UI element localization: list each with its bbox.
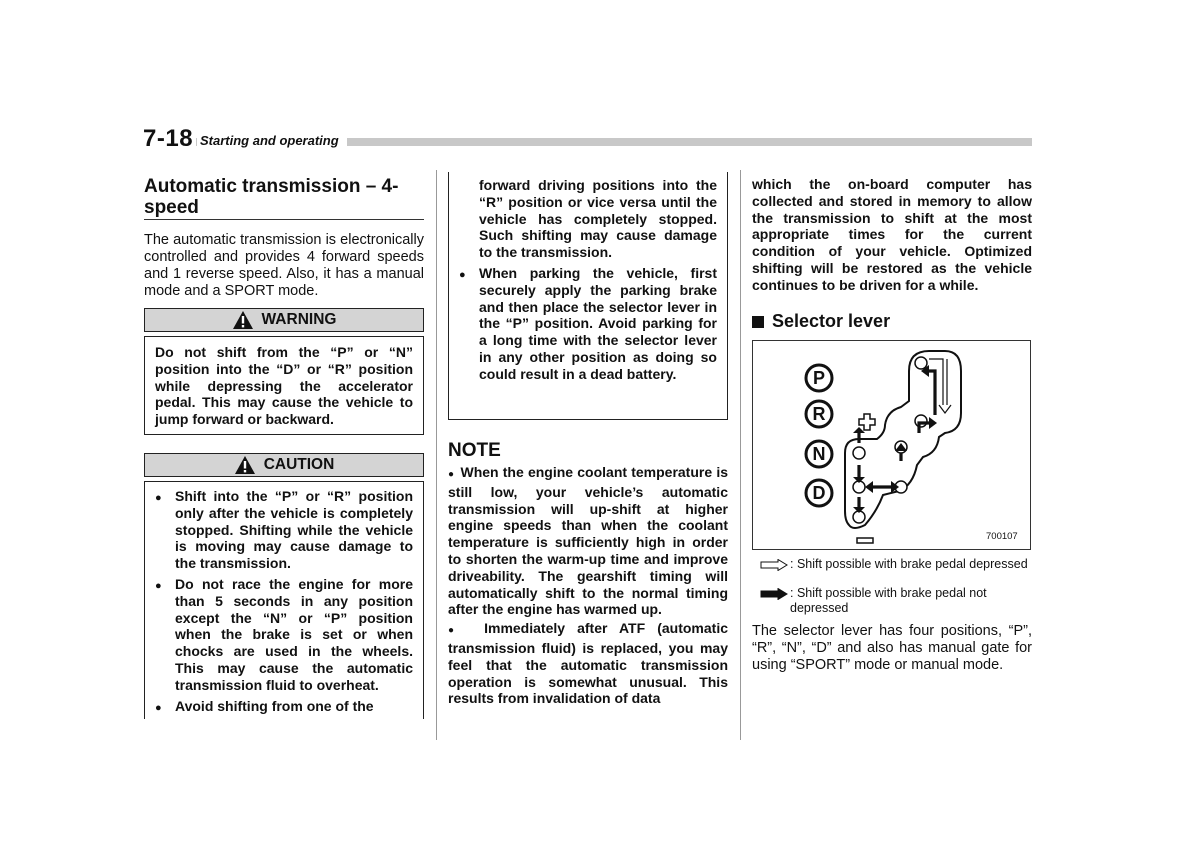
selector-title: Selector lever [772, 311, 891, 331]
note-title: NOTE [448, 440, 501, 461]
gear-label-d: D [812, 483, 826, 503]
bullet-icon: ● [155, 701, 162, 714]
legend-item-open-arrow [760, 557, 1032, 575]
title-underline [144, 219, 424, 220]
caution-header [144, 453, 424, 477]
legend-text-1: : Shift possible with brake pedal depressed [790, 557, 1028, 571]
note-body [448, 464, 728, 709]
caution-item-3: Avoid shifting from one of the [175, 697, 374, 714]
caution-continued-text: forward driving positions into the “R” position or vice versa until the vehicle has completely stopped. Such shifting may cause damage to the transmission. [479, 177, 717, 261]
bullet-icon: ● [155, 492, 162, 504]
caution-label: CAUTION [263, 456, 335, 473]
selector-lever-diagram [752, 340, 1031, 550]
caution-triangle-icon [234, 455, 256, 475]
gear-label-r: R [812, 404, 826, 424]
solid-arrow-icon [760, 588, 788, 600]
legend-item-solid-arrow [760, 586, 1032, 615]
column-divider-2 [740, 170, 741, 740]
caution-box-continued [448, 172, 728, 420]
intro-paragraph: The automatic transmission is electronically controlled and provides 4 forward speeds and 1 reverse speed. Also, it has a manual mode and a SPORT mode. [144, 232, 424, 299]
selector-heading [752, 311, 890, 332]
list-item [155, 576, 413, 694]
bullet-icon: ● [448, 625, 485, 637]
warning-label: WARNING [261, 311, 337, 328]
note-text-1: When the engine coolant temperature is still low, your vehicle’s automatic transmission will up-shift at higher engine speeds than when the coolant temperature is sufficiently high in order to shorten the warm-up time and improve driveability. The gearshift timing will automatically shift to the normal timing after the engine has warmed up. [448, 464, 728, 618]
plus-icon [859, 414, 875, 430]
warning-header [144, 308, 424, 332]
open-arrow-icon [760, 559, 788, 571]
caution-item-4: When parking the vehicle, first securely apply the parking brake and then place the selector lever in the “P” position. Avoid parking for a long time with the selector lever in any other position as doing so could result in a dead battery. [479, 264, 717, 382]
caution-box [144, 481, 424, 719]
bullet-icon: ● [448, 469, 461, 480]
square-bullet-icon [752, 316, 764, 328]
note-paragraph-1 [448, 464, 728, 618]
gear-label-p: P [812, 368, 826, 388]
diagram-code: 700107 [986, 531, 1018, 542]
list-item [155, 698, 413, 717]
selector-description: The selector lever has four positions, “P”, “R”, “N”, “D” and also has manual gate for using “SPORT” mode or manual mode. [752, 623, 1032, 673]
legend-text-2: : Shift possible with brake pedal not depressed [790, 586, 987, 615]
note-paragraph-2 [448, 620, 728, 707]
page-number: 7-18 [143, 125, 194, 152]
caution-item-1: Shift into the “P” or “R” position only after the vehicle is completely stopped. Shifting while the vehicle is moving may cause damage to the transmission. [175, 488, 413, 572]
bullet-icon: ● [459, 268, 466, 281]
list-item [155, 488, 413, 572]
article-title: Automatic transmission – 4-speed [144, 176, 399, 218]
note-continued-text: which the on-board computer has collected and stored in memory to allow the transmission to shift at the most appropriate times for the current condition of your vehicle. Optimized shifting will be restored as the vehicle continues to be driven for a while. [752, 176, 1032, 293]
list-item [459, 265, 717, 383]
minus-icon [857, 538, 873, 543]
gear-label-n: N [812, 444, 826, 464]
note-text-2: Immediately after ATF (automatic transmission fluid) is replaced, you may feel that the automatic transmission operation is somewhat unusual. This results from invalidation of data [448, 620, 728, 707]
warning-triangle-icon [232, 310, 254, 330]
caution-item-2: Do not race the engine for more than 5 seconds in any position except the “N” or “P” position when the brake is set or when chocks are used in the wheels. This may cause the automatic transmission fluid to overheat. [175, 575, 413, 693]
bullet-icon: ● [155, 579, 162, 592]
column-divider-1 [436, 170, 437, 740]
shift-gate-illustration [753, 341, 1030, 549]
warning-text: Do not shift from the “P” or “N” position into the “D” or “R” position while depressing the accelerator pedal. This may cause the vehicle to jump forward or backward. [144, 336, 424, 435]
section-title: Starting and operating [200, 133, 339, 148]
